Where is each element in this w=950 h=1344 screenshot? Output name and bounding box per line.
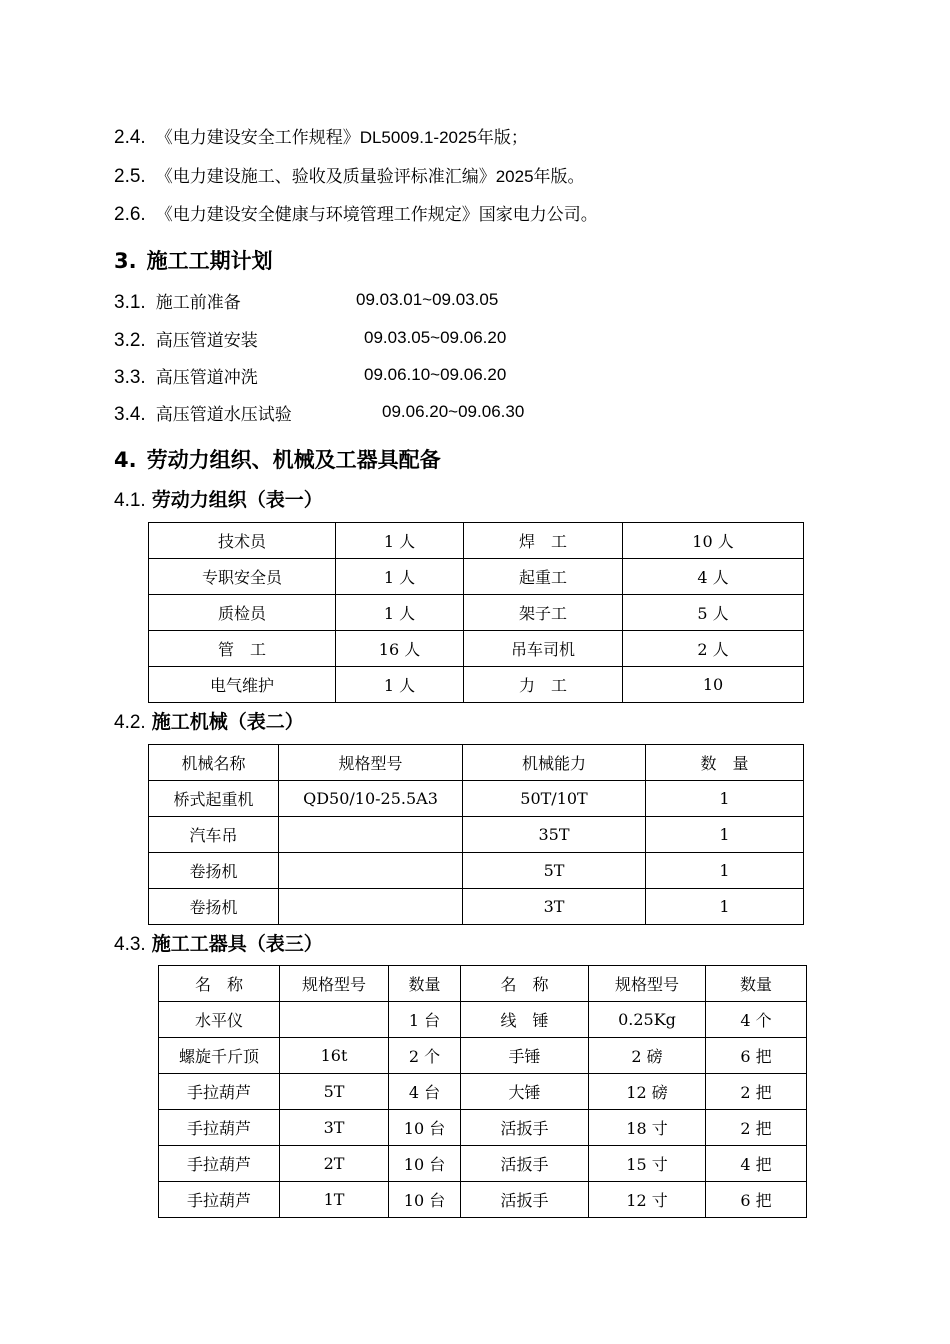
table-cell: 5 人: [623, 595, 804, 631]
table-cell: 35T: [463, 817, 646, 853]
section-number: 3.: [114, 249, 137, 273]
table-cell: QD50/10-25.5A3: [279, 781, 463, 817]
table-cell: 螺旋千斤顶: [159, 1038, 280, 1074]
table-cell: 卷扬机: [149, 853, 279, 889]
table-cell: 手拉葫芦: [159, 1074, 280, 1110]
table-cell: 2 把: [706, 1110, 807, 1146]
table-cell: 15 寸: [589, 1146, 706, 1182]
table-header-cell: 机械名称: [149, 745, 279, 781]
subsection-number: 4.3.: [114, 934, 146, 955]
table-cell: 吊车司机: [464, 631, 623, 667]
table-cell: [279, 817, 463, 853]
table-cell: 1: [646, 889, 804, 925]
section-title: 劳动力组织、机械及工器具配备: [146, 448, 441, 472]
table-header-cell: 名 称: [461, 966, 589, 1002]
schedule-number: 3.2.: [114, 330, 146, 351]
table-cell: 6 把: [706, 1038, 807, 1074]
subsection-title: 施工工器具（表三）: [151, 933, 323, 955]
schedule-dates: 09.03.05~09.06.20: [364, 328, 507, 347]
table-cell: 管 工: [149, 631, 336, 667]
table-cell: 10: [623, 667, 804, 703]
table-cell: 卷扬机: [149, 889, 279, 925]
table-row: [149, 631, 804, 667]
table-cell: 手拉葫芦: [159, 1146, 280, 1182]
ref-number: 2.4.: [114, 127, 146, 148]
table-row: [159, 1002, 807, 1038]
ref-code: 2025: [495, 167, 534, 186]
section-heading: [114, 245, 273, 275]
table-header-cell: 规格型号: [589, 966, 706, 1002]
table-cell: 汽车吊: [149, 817, 279, 853]
table-cell: 5T: [463, 853, 646, 889]
schedule-dates: 09.06.10~09.06.20: [364, 365, 507, 384]
table-row: [159, 1182, 807, 1218]
table-cell: 12 寸: [589, 1182, 706, 1218]
schedule-dates: 09.03.01~09.03.05: [356, 290, 499, 309]
table-row: [149, 853, 804, 889]
table-header-cell: 规格型号: [279, 745, 463, 781]
schedule-task: 施工前准备: [155, 293, 241, 313]
table-row: [159, 1110, 807, 1146]
ref-title: 《电力建设施工、验收及质量验评标准汇编》: [155, 167, 496, 187]
ref-item: [114, 123, 528, 149]
subsection-title: 施工机械（表二）: [151, 711, 304, 733]
machine-table: [148, 744, 804, 925]
table-cell: 1: [646, 781, 804, 817]
table-cell: 电气维护: [149, 667, 336, 703]
table-cell: 活扳手: [461, 1110, 589, 1146]
table-row: [159, 1074, 807, 1110]
table-cell: 1 人: [336, 559, 464, 595]
ref-suffix: 年版。: [533, 167, 585, 187]
schedule-item: [114, 363, 258, 389]
table-cell: 1 人: [336, 595, 464, 631]
section-number: 4.: [114, 448, 137, 472]
table-cell: 水平仪: [159, 1002, 280, 1038]
table-cell: 1: [646, 853, 804, 889]
table-cell: 技术员: [149, 523, 336, 559]
ref-title: 《电力建设安全工作规程》: [155, 128, 360, 148]
schedule-number: 3.4.: [114, 404, 146, 425]
ref-item: [114, 162, 585, 188]
table-cell: 1T: [280, 1182, 389, 1218]
table-header-cell: 规格型号: [280, 966, 389, 1002]
table-cell: 2T: [280, 1146, 389, 1182]
schedule-task: 高压管道安装: [155, 331, 258, 351]
table-row: [159, 1038, 807, 1074]
table-cell: 50T/10T: [463, 781, 646, 817]
table-cell: 4 把: [706, 1146, 807, 1182]
table-cell: 1 人: [336, 523, 464, 559]
subsection-heading: [114, 929, 323, 956]
table-row: [149, 781, 804, 817]
table-cell: 5T: [280, 1074, 389, 1110]
schedule-item: [114, 288, 241, 314]
table-cell: [280, 1002, 389, 1038]
table-cell: 2 磅: [589, 1038, 706, 1074]
table-cell: 6 把: [706, 1182, 807, 1218]
table-row: [149, 667, 804, 703]
table-cell: 3T: [463, 889, 646, 925]
table-cell: 活扳手: [461, 1182, 589, 1218]
ref-number: 2.5.: [114, 166, 146, 187]
table-cell: 质检员: [149, 595, 336, 631]
table-cell: 活扳手: [461, 1146, 589, 1182]
table-cell: 起重工: [464, 559, 623, 595]
table-row: [149, 559, 804, 595]
table-cell: 18 寸: [589, 1110, 706, 1146]
ref-suffix: 年版；: [476, 128, 528, 148]
table-cell: 2 个: [389, 1038, 461, 1074]
ref-item: [114, 200, 598, 226]
tool-table: [158, 965, 807, 1218]
table-cell: 2 人: [623, 631, 804, 667]
table-cell: 大锤: [461, 1074, 589, 1110]
table-header-cell: 数量: [389, 966, 461, 1002]
table-row: [159, 1146, 807, 1182]
schedule-item: [114, 326, 258, 352]
table-cell: 1: [646, 817, 804, 853]
table-cell: 10 台: [389, 1182, 461, 1218]
schedule-number: 3.3.: [114, 367, 146, 388]
table-header-cell: 数 量: [646, 745, 804, 781]
table-cell: 架子工: [464, 595, 623, 631]
ref-code: DL5009.1-2025: [359, 128, 477, 147]
table-cell: [279, 889, 463, 925]
schedule-number: 3.1.: [114, 292, 146, 313]
table-cell: 10 台: [389, 1146, 461, 1182]
table-row: [149, 889, 804, 925]
table-cell: 12 磅: [589, 1074, 706, 1110]
table-cell: 手拉葫芦: [159, 1110, 280, 1146]
table-cell: 专职安全员: [149, 559, 336, 595]
subsection-number: 4.2.: [114, 712, 146, 733]
table-cell: 10 人: [623, 523, 804, 559]
subsection-number: 4.1.: [114, 490, 146, 511]
table-cell: 线 锤: [461, 1002, 589, 1038]
table-cell: 4 个: [706, 1002, 807, 1038]
section-title: 施工工期计划: [146, 249, 273, 273]
table-row: [149, 523, 804, 559]
ref-number: 2.6.: [114, 204, 146, 225]
table-cell: 桥式起重机: [149, 781, 279, 817]
table-cell: 手锤: [461, 1038, 589, 1074]
schedule-task: 高压管道冲洗: [155, 368, 258, 388]
table-cell: 3T: [280, 1110, 389, 1146]
table-header-cell: 名 称: [159, 966, 280, 1002]
subsection-heading: [114, 707, 304, 734]
table-cell: [279, 853, 463, 889]
table-header-cell: 数量: [706, 966, 807, 1002]
table-cell: 16t: [280, 1038, 389, 1074]
table-cell: 焊 工: [464, 523, 623, 559]
table-cell: 16 人: [336, 631, 464, 667]
schedule-task: 高压管道水压试验: [155, 405, 292, 425]
table-cell: 4 人: [623, 559, 804, 595]
table-header-row: [149, 745, 804, 781]
table-cell: 0.25Kg: [589, 1002, 706, 1038]
table-header-row: [159, 966, 807, 1002]
table-row: [149, 595, 804, 631]
schedule-dates: 09.06.20~09.06.30: [382, 402, 525, 421]
schedule-item: [114, 400, 292, 426]
subsection-title: 劳动力组织（表一）: [151, 489, 323, 511]
table-cell: 1 台: [389, 1002, 461, 1038]
labor-table: [148, 522, 804, 703]
ref-title: 《电力建设安全健康与环境管理工作规定》国家电力公司。: [155, 205, 598, 225]
table-header-cell: 机械能力: [463, 745, 646, 781]
table-cell: 手拉葫芦: [159, 1182, 280, 1218]
subsection-heading: [114, 485, 323, 512]
table-cell: 2 把: [706, 1074, 807, 1110]
table-row: [149, 817, 804, 853]
table-cell: 1 人: [336, 667, 464, 703]
table-cell: 力 工: [464, 667, 623, 703]
section-heading: [114, 444, 441, 474]
table-cell: 4 台: [389, 1074, 461, 1110]
table-cell: 10 台: [389, 1110, 461, 1146]
